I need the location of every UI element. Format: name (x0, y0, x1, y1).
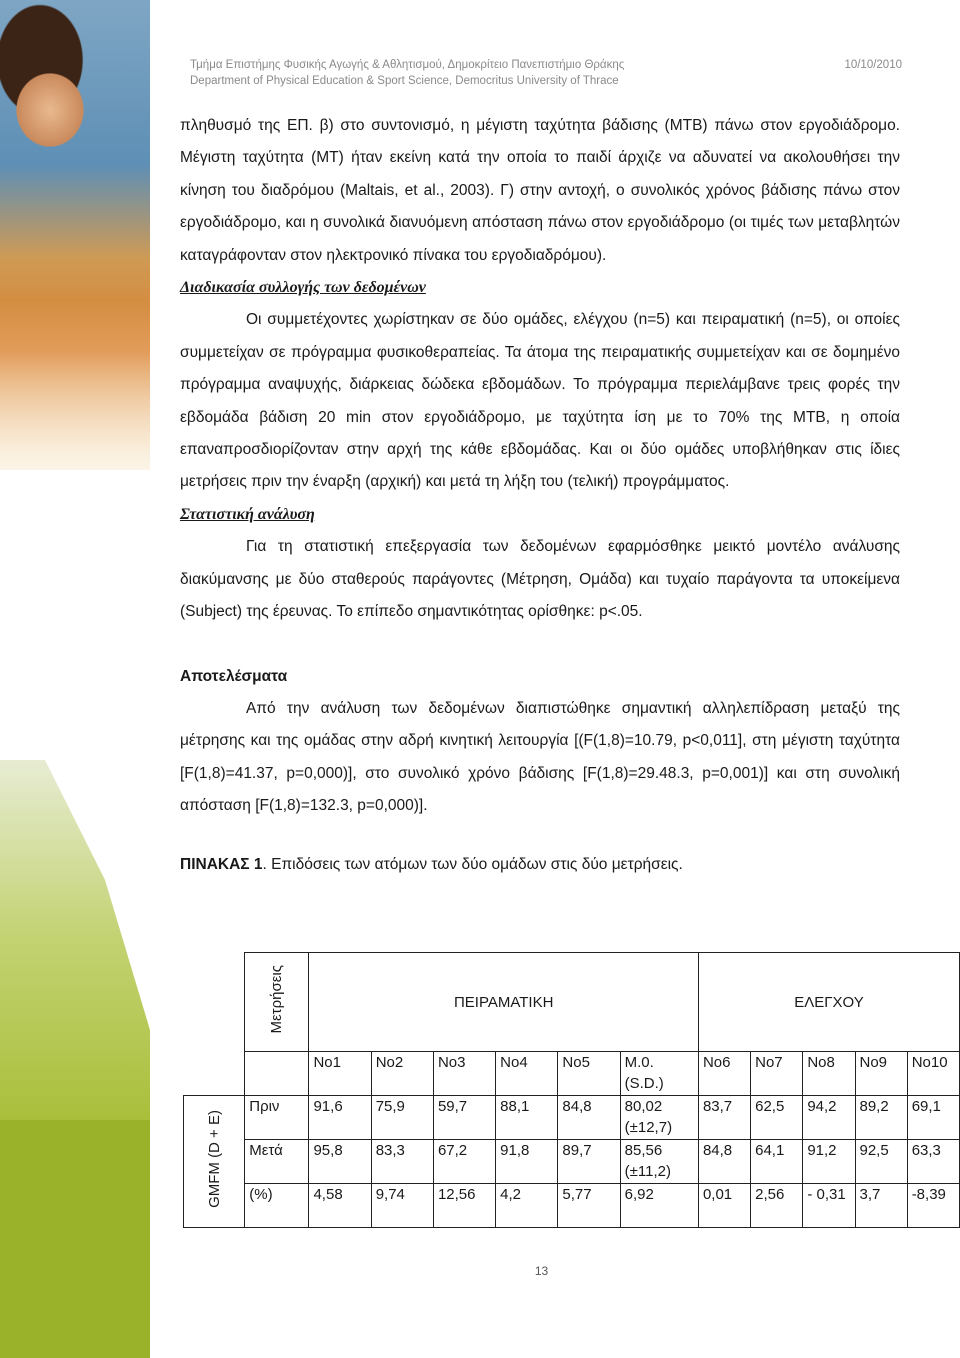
column-header: No10 (907, 1052, 959, 1096)
table-cell: 5,77 (558, 1184, 620, 1228)
table-cell: 89,7 (558, 1140, 620, 1184)
table-cell: 6,92 (620, 1184, 698, 1228)
table-caption-text: . Επιδόσεις των ατόμων των δύο ομάδων στις δύο μετρήσεις. (262, 855, 683, 873)
paragraph-statistics: Για τη στατιστική επεξεργασία των δεδομένων εφαρμόσθηκε μεικτό μοντέλο ανάλυσης διακύμανσης με δύο σταθερούς παράγοντες (Μέτρηση, Ομάδα) και τυχαίο παράγοντα τα υποκείμενα (Subject) της έρευνας. Το επίπεδο σημαντικότητας ορίσθηκε: p<.05. (180, 538, 900, 621)
experimental-group-header: ΠΕΙΡΑΜΑΤΙΚΗ (309, 953, 698, 1052)
page-number: 13 (534, 1264, 549, 1278)
table-cell: 85,56 (±11,2) (620, 1140, 698, 1184)
results-table (183, 952, 960, 1228)
column-header: No1 (309, 1052, 371, 1096)
table-cell: - 0,31 (803, 1184, 855, 1228)
section-heading-results: Αποτελέσματα (180, 667, 288, 685)
table-cell: -8,39 (907, 1184, 959, 1228)
table-cell: 92,5 (855, 1140, 907, 1184)
document-body (180, 110, 900, 881)
column-header: M.0. (S.D.) (620, 1052, 698, 1096)
table-cell: 91,6 (309, 1096, 371, 1140)
header-department-english: Department of Physical Education & Sport Science, Democritus University of Thrace (190, 75, 619, 87)
table-cell: 3,7 (855, 1184, 907, 1228)
paragraph-measures: πληθυσμό της ΕΠ. β) στο συντονισμό, η μέγιστη ταχύτητα βάδισης (ΜΤΒ) πάνω στον εργοδιάδρομο. Μέγιστη ταχύτητα (ΜΤ) ήταν εκείνη κατά την οποία το παιδί άρχιζε να αδυνατεί να ακολουθήσει την κίνηση του διαδρόμου (Maltais, et al., 2003). Γ) στην αντοχή, ο συνολικός χρόνος βάδισης πάνω στον εργοδιάδρομο, και η συνολικά διανυόμενη απόσταση πάνω στον εργοδιάδρομο (οι τιμές των μεταβλητών καταγράφονταν στον ηλεκτρονικό πίνακα του εργοδιαδρόμου). (180, 117, 900, 264)
row-label: Μετά (245, 1140, 309, 1184)
table-row (184, 1096, 960, 1140)
table-cell: 4,58 (309, 1184, 371, 1228)
table-caption-label: ΠΙΝΑΚΑΣ 1 (180, 855, 263, 873)
green-band-bottom (0, 1120, 150, 1358)
table-cell: 83,7 (698, 1096, 750, 1140)
table-cell: 12,56 (433, 1184, 495, 1228)
page-header (190, 57, 902, 89)
table-cell: 67,2 (433, 1140, 495, 1184)
table-cell: 69,1 (907, 1096, 959, 1140)
measurements-header-cell (245, 953, 309, 1052)
photo-fade (0, 300, 150, 560)
gmfm-row-group-cell (184, 1096, 245, 1228)
table-row (184, 1140, 960, 1184)
table-cell: 80,02 (±12,7) (620, 1096, 698, 1140)
column-header: No4 (496, 1052, 558, 1096)
row-label: (%) (245, 1184, 309, 1228)
table-cell: 91,2 (803, 1140, 855, 1184)
column-header: No9 (855, 1052, 907, 1096)
column-header: No2 (371, 1052, 433, 1096)
header-department-greek: Τμήμα Επιστήμης Φυσικής Αγωγής & Αθλητισμού, Δημοκρίτειο Πανεπιστήμιο Θράκης (190, 59, 625, 71)
table-cell: 83,3 (371, 1140, 433, 1184)
table-cell: 91,8 (496, 1140, 558, 1184)
table-caption (180, 849, 900, 881)
table-cell: 89,2 (855, 1096, 907, 1140)
table-cell: 63,3 (907, 1140, 959, 1184)
table-cell: 0,01 (698, 1184, 750, 1228)
column-header: No7 (751, 1052, 803, 1096)
table-cell: 94,2 (803, 1096, 855, 1140)
table-cell: 75,9 (371, 1096, 433, 1140)
table-cell: 84,8 (558, 1096, 620, 1140)
column-header: No3 (433, 1052, 495, 1096)
column-header: No6 (698, 1052, 750, 1096)
section-heading-data-collection: Διαδικασία συλλογής των δεδομένων (180, 279, 426, 297)
table-cell: 4,2 (496, 1184, 558, 1228)
decorative-margin-image (0, 0, 150, 1358)
section-heading-statistics: Στατιστική ανάλυση (180, 505, 315, 523)
table-column-header-row (184, 1052, 960, 1096)
paragraph-procedure: Οι συμμετέχοντες χωρίστηκαν σε δύο ομάδες, ελέγχου (n=5) και πειραματική (n=5), οι οποίες συμμετείχαν σε πρόγραμμα φυσικοθεραπείας. Τα άτομα της πειραματικής συμμετείχαν και σε δομημένο πρόγραμμα αναψυχής, διάρκειας δώδεκα εβδομάδων. Το πρόγραμμα περιελάμβανε τρεις φορές την εβδομάδα βάδιση 20 min στον εργοδιάδρομο, με ταχύτητα ίση με το 70% της ΜΤΒ, η οποία επαναπροσδιορίζονταν στην αρχή της κάθε εβδομάδας. Και οι δύο ομάδες υποβλήθηκαν στις ίδιες μετρήσεις πριν την έναρξη (αρχική) και μετά τη λήξη του (τελική) προγράμματος. (180, 311, 900, 491)
table-cell: 88,1 (496, 1096, 558, 1140)
paragraph-results: Από την ανάλυση των δεδομένων διαπιστώθηκε σημαντική αλληλεπίδραση μεταξύ της μέτρησης και της ομάδας στην αδρή κινητική λειτουργία [(F(1,8)=10.79, p<0,011], στη μέγιστη ταχύτητα [F(1,8)=41.37, p=0,000)], στο συνολικό χρόνο βάδισης [F(1,8)=29.48.3, p=0,001)] και στη συνολική απόσταση [F(1,8)=132.3, p=0,000)]. (180, 699, 900, 815)
header-date: 10/10/2010 (844, 59, 902, 71)
table-cell: 2,56 (751, 1184, 803, 1228)
table-cell: 59,7 (433, 1096, 495, 1140)
row-label: Πριν (245, 1096, 309, 1140)
measurements-label: Μετρήσεις (268, 964, 286, 1034)
table-row (184, 1184, 960, 1228)
table-cell: 9,74 (371, 1184, 433, 1228)
table-cell: 84,8 (698, 1140, 750, 1184)
table-cell: 95,8 (309, 1140, 371, 1184)
column-header: No5 (558, 1052, 620, 1096)
column-header: No8 (803, 1052, 855, 1096)
table-group-header-row (184, 953, 960, 1052)
table-cell: 64,1 (751, 1140, 803, 1184)
table-cell: 62,5 (751, 1096, 803, 1140)
gmfm-label: GMFM (D + E) (205, 1109, 223, 1208)
control-group-header: ΕΛΕΓΧΟΥ (698, 953, 959, 1052)
